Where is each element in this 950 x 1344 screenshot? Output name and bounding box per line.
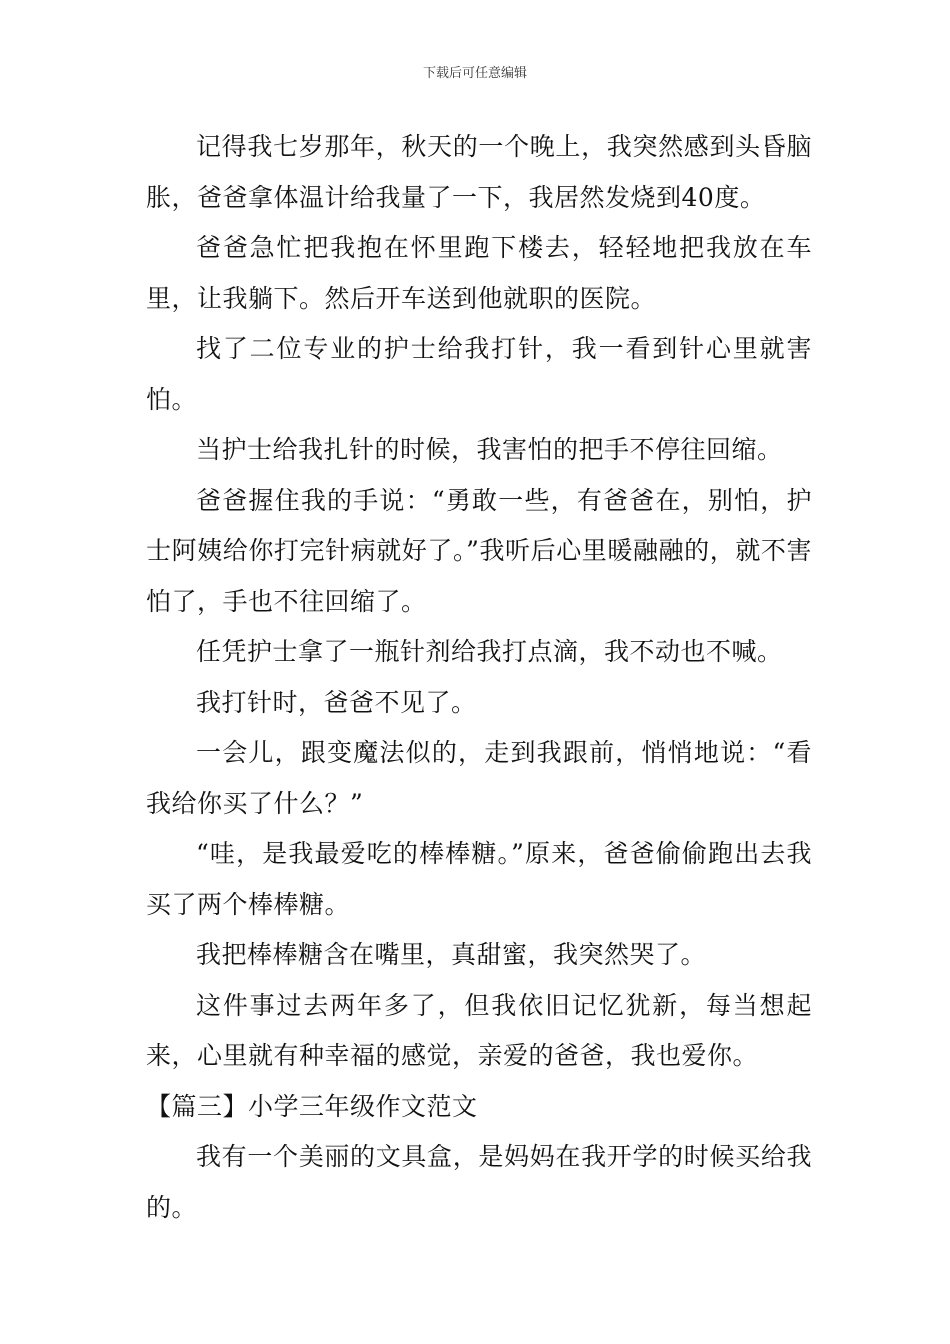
paragraph-5: 爸爸握住我的手说：“勇敢一些，有爸爸在，别怕，护士阿姨给你打完针病就好了。”我听后心里暖融融的，就不害怕了，手也不往回缩了。 bbox=[146, 485, 812, 616]
paragraph-9: “哇，是我最爱吃的棒棒糖。”原来，爸爸偷偷跑出去我买了两个棒棒糖。 bbox=[146, 839, 812, 919]
paragraph-10: 我把棒棒糖含在嘴里，真甜蜜，我突然哭了。 bbox=[196, 940, 707, 969]
paragraph-11: 这件事过去两年多了，但我依旧记忆犹新，每当想起来，心里就有种幸福的感觉，亲爱的爸爸，我也爱你。 bbox=[146, 990, 812, 1070]
paragraph-3: 找了二位专业的护士给我打针，我一看到针心里就害怕。 bbox=[146, 334, 812, 414]
page-header: 下载后可任意编辑 bbox=[422, 66, 527, 81]
document-body bbox=[146, 122, 812, 1233]
paragraph-8: 一会儿，跟变魔法似的，走到我跟前，悄悄地说：“看我给你买了什么？” bbox=[146, 738, 812, 818]
section-heading: 【篇三】小学三年级作文范文 bbox=[146, 1091, 478, 1121]
paragraph-2: 爸爸急忙把我抱在怀里跑下楼去，轻轻地把我放在车里，让我躺下。然后开车送到他就职的医院。 bbox=[146, 233, 812, 313]
paragraph-1: 记得我七岁那年，秋天的一个晚上，我突然感到头昏脑胀，爸爸拿体温计给我量了一下，我居然发烧到40度。 bbox=[146, 132, 812, 212]
paragraph-6: 任凭护士拿了一瓶针剂给我打点滴，我不动也不喊。 bbox=[196, 637, 783, 666]
section-paragraph-1: 我有一个美丽的文具盒，是妈妈在我开学的时候买给我的。 bbox=[146, 1142, 812, 1222]
paragraph-7: 我打针时，爸爸不见了。 bbox=[196, 687, 477, 717]
paragraph-4: 当护士给我扎针的时候，我害怕的把手不停往回缩。 bbox=[196, 435, 783, 464]
